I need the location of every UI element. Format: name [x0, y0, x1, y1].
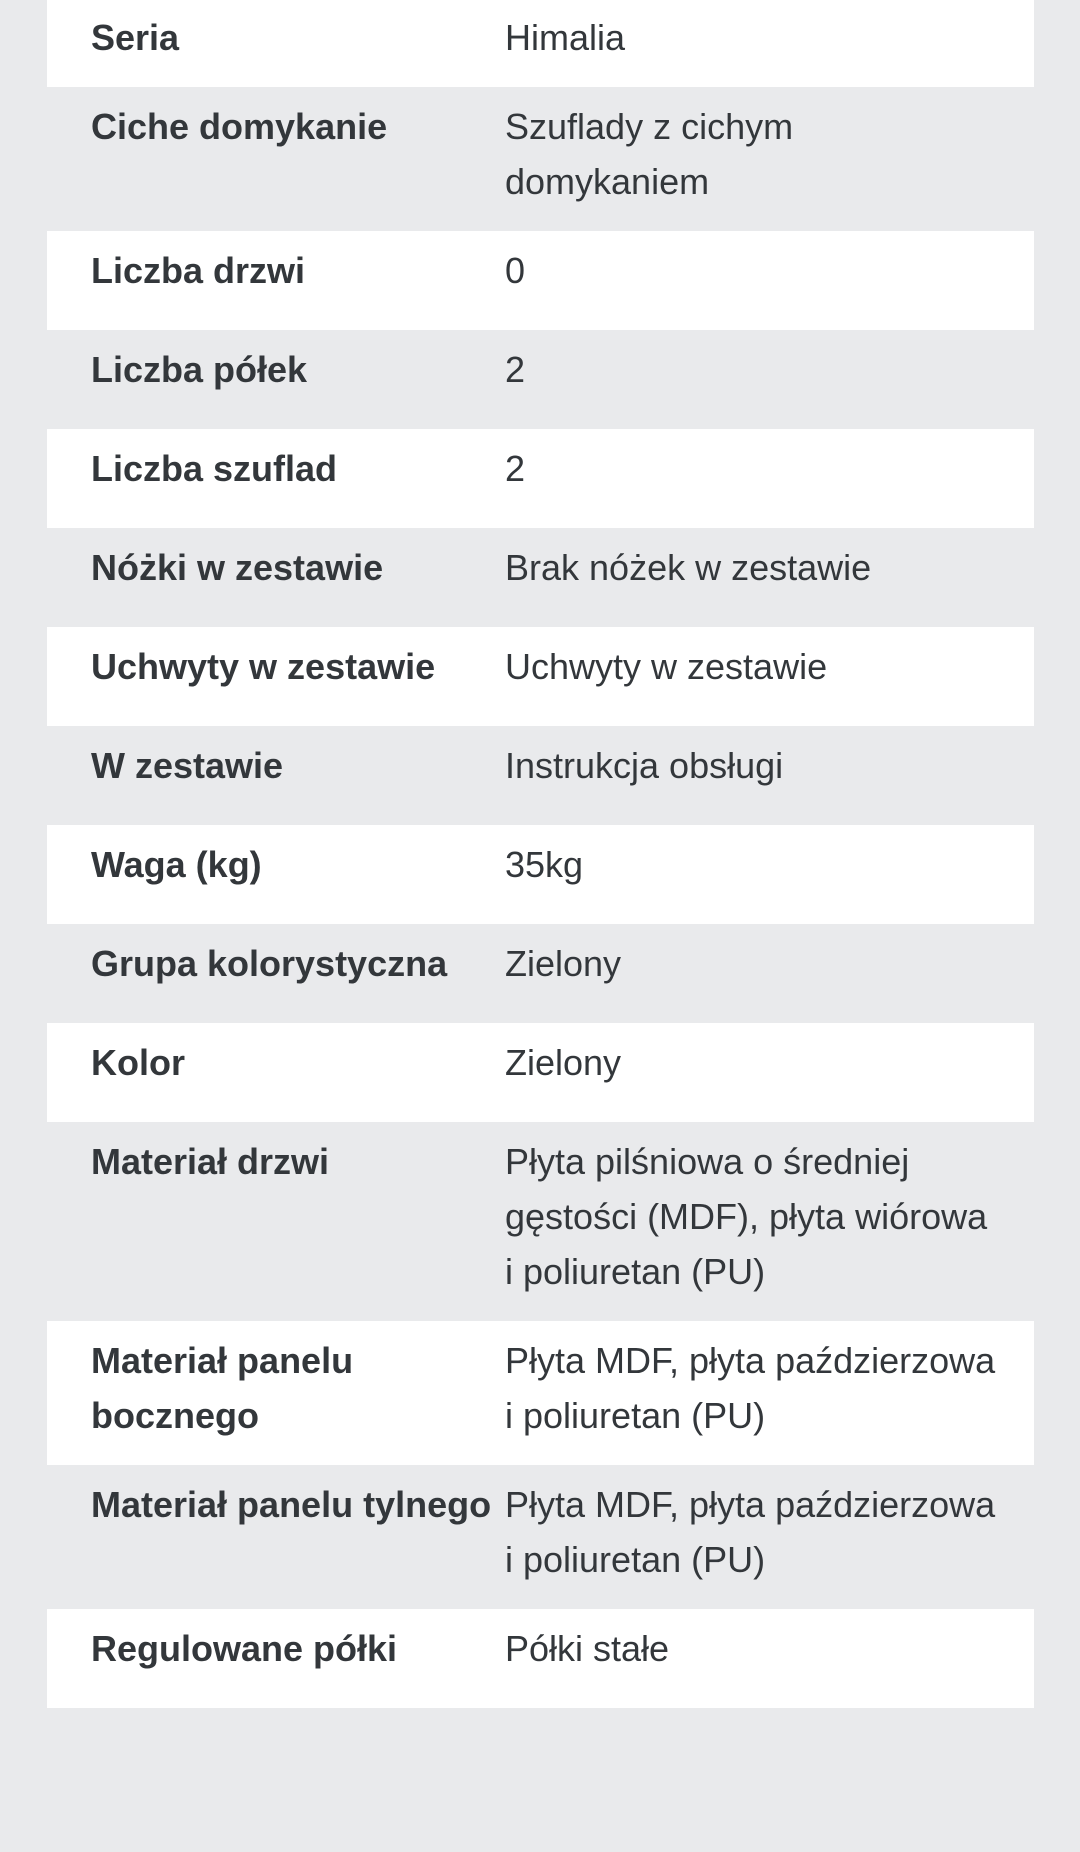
spec-label: Liczba szuflad	[91, 448, 338, 489]
spec-label: Liczba drzwi	[91, 250, 306, 291]
spec-label: Uchwyty w zestawie	[91, 646, 436, 687]
spec-label: Nóżki w zestawie	[91, 547, 384, 588]
spec-value: Zielony	[505, 943, 622, 984]
spec-row-legs-included	[47, 528, 1034, 627]
spec-row-color	[47, 1023, 1034, 1122]
spec-label: Seria	[91, 17, 180, 58]
spec-row-back-panel-material	[47, 1465, 1034, 1609]
spec-row-color-group	[47, 924, 1034, 1023]
spec-value: Płyta MDF, płyta paździerzowa i poliuretan (PU)	[505, 1340, 996, 1436]
spec-label: W zestawie	[91, 745, 284, 786]
spec-label: Grupa kolorystyczna	[91, 943, 448, 984]
spec-value: Szuflady z cichym domykaniem	[505, 106, 794, 202]
spec-label: Materiał panelu bocznego	[91, 1340, 354, 1436]
spec-value: 35kg	[505, 844, 584, 885]
spec-row-side-panel-material	[47, 1321, 1034, 1465]
spec-label: Materiał panelu tylnego	[91, 1484, 492, 1525]
spec-value: Zielony	[505, 1042, 622, 1083]
spec-value: Półki stałe	[505, 1628, 670, 1669]
spec-label: Waga (kg)	[91, 844, 262, 885]
spec-value: Uchwyty w zestawie	[505, 646, 828, 687]
spec-label: Regulowane półki	[91, 1628, 398, 1669]
spec-label: Materiał drzwi	[91, 1141, 330, 1182]
spec-row-door-count	[47, 231, 1034, 330]
spec-label: Kolor	[91, 1042, 185, 1083]
spec-value: Płyta pilśniowa o średniej gęstości (MDF), płyta wiórowa i poliuretan (PU)	[505, 1141, 988, 1292]
spec-row-adjustable-shelves	[47, 1609, 1034, 1708]
spec-row-weight	[47, 825, 1034, 924]
spec-value: Płyta MDF, płyta paździerzowa i poliuretan (PU)	[505, 1484, 996, 1580]
spec-value: Brak nóżek w zestawie	[505, 547, 872, 588]
spec-label: Liczba półek	[91, 349, 308, 390]
spec-row-drawer-count	[47, 429, 1034, 528]
spec-row-handles-included	[47, 627, 1034, 726]
spec-value: 2	[505, 349, 526, 390]
spec-value: 0	[505, 250, 526, 291]
spec-row-in-set	[47, 726, 1034, 825]
specification-table	[47, 0, 1034, 1708]
spec-value: 2	[505, 448, 526, 489]
spec-value: Himalia	[505, 17, 626, 58]
spec-label: Ciche domykanie	[91, 106, 388, 147]
spec-value: Instrukcja obsługi	[505, 745, 784, 786]
spec-row-shelf-count	[47, 330, 1034, 429]
spec-row-soft-close	[47, 87, 1034, 231]
spec-row-series	[47, 0, 1034, 87]
spec-row-door-material	[47, 1122, 1034, 1321]
